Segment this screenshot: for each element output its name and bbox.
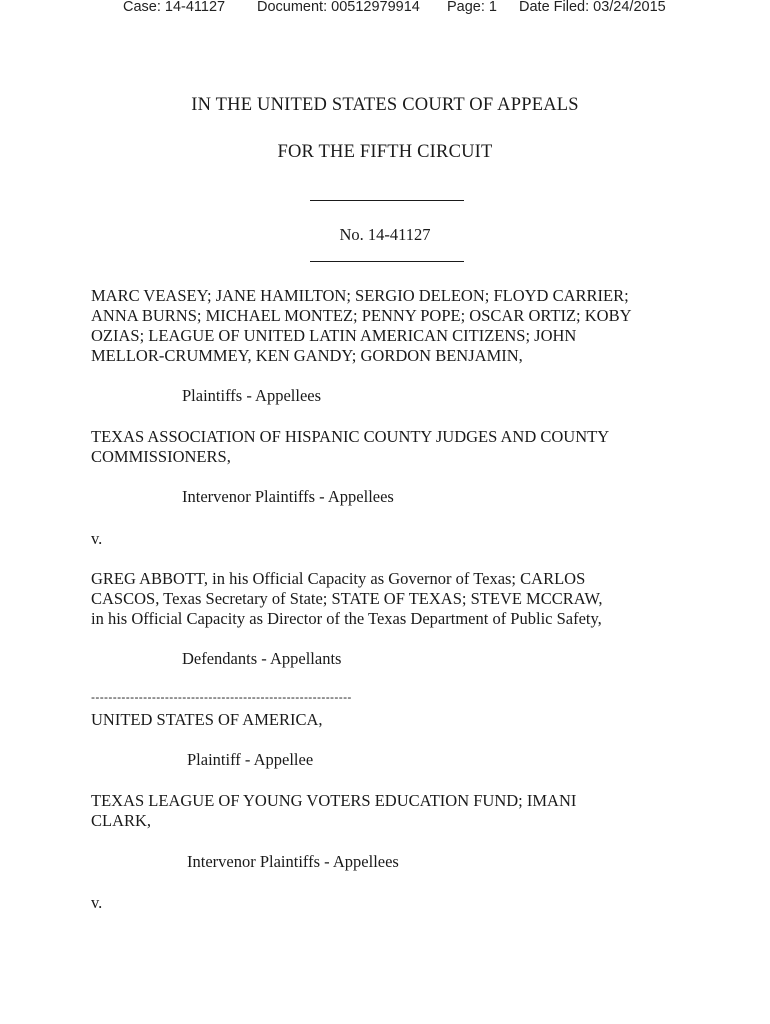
intervenors-role-1: Intervenor Plaintiffs - Appellees xyxy=(182,487,394,506)
party-line: TEXAS LEAGUE OF YOUNG VOTERS EDUCATION FUND; IMANI xyxy=(91,791,577,810)
party-line: MELLOR-CRUMMEY, KEN GANDY; GORDON BENJAMIN, xyxy=(91,346,523,365)
plaintiffs-role: Plaintiffs - Appellees xyxy=(182,386,322,405)
versus-2: v. xyxy=(91,893,103,912)
filing-header xyxy=(0,0,770,18)
party-line: TEXAS ASSOCIATION OF HISPANIC COUNTY JUDGES AND COUNTY xyxy=(91,427,610,446)
party-line: ANNA BURNS; MICHAEL MONTEZ; PENNY POPE; OSCAR ORTIZ; KOBY xyxy=(91,306,632,325)
case-number: No. 14-41127 xyxy=(339,225,431,244)
intervenors-block-1 xyxy=(91,427,691,467)
defendants-role: Defendants - Appellants xyxy=(182,649,342,668)
party-line: CASCOS, Texas Secretary of State; STATE OF TEXAS; STEVE MCCRAW, xyxy=(91,589,603,608)
party-line: COMMISSIONERS, xyxy=(91,447,231,466)
usa-block xyxy=(91,710,691,730)
party-line: CLARK, xyxy=(91,811,152,830)
party-line: UNITED STATES OF AMERICA, xyxy=(91,710,323,729)
separator-dashes: ------------------------------------------------------------ xyxy=(91,690,352,704)
court-title-line1: IN THE UNITED STATES COURT OF APPEALS xyxy=(191,95,579,115)
party-line: MARC VEASEY; JANE HAMILTON; SERGIO DELEON; FLOYD CARRIER; xyxy=(91,286,629,305)
intervenors-block-2 xyxy=(91,791,691,831)
court-title-line2: FOR THE FIFTH CIRCUIT xyxy=(277,142,493,162)
header-date-filed: Date Filed: 03/24/2015 xyxy=(519,0,666,15)
plaintiffs-block xyxy=(91,286,691,366)
usa-role: Plaintiff - Appellee xyxy=(187,750,314,769)
header-case: Case: 14-41127 xyxy=(123,0,226,15)
defendants-block xyxy=(91,569,691,629)
rule-bottom xyxy=(310,261,464,262)
rule-top xyxy=(310,200,464,201)
header-page: Page: 1 xyxy=(447,0,497,15)
party-line: OZIAS; LEAGUE OF UNITED LATIN AMERICAN CITIZENS; JOHN xyxy=(91,326,577,345)
intervenors-role-2: Intervenor Plaintiffs - Appellees xyxy=(187,852,399,871)
header-document: Document: 00512979914 xyxy=(257,0,420,15)
party-line: GREG ABBOTT, in his Official Capacity as Governor of Texas; CARLOS xyxy=(91,569,586,588)
party-line: in his Official Capacity as Director of the Texas Department of Public Safety, xyxy=(91,609,602,628)
versus-1: v. xyxy=(91,529,103,548)
